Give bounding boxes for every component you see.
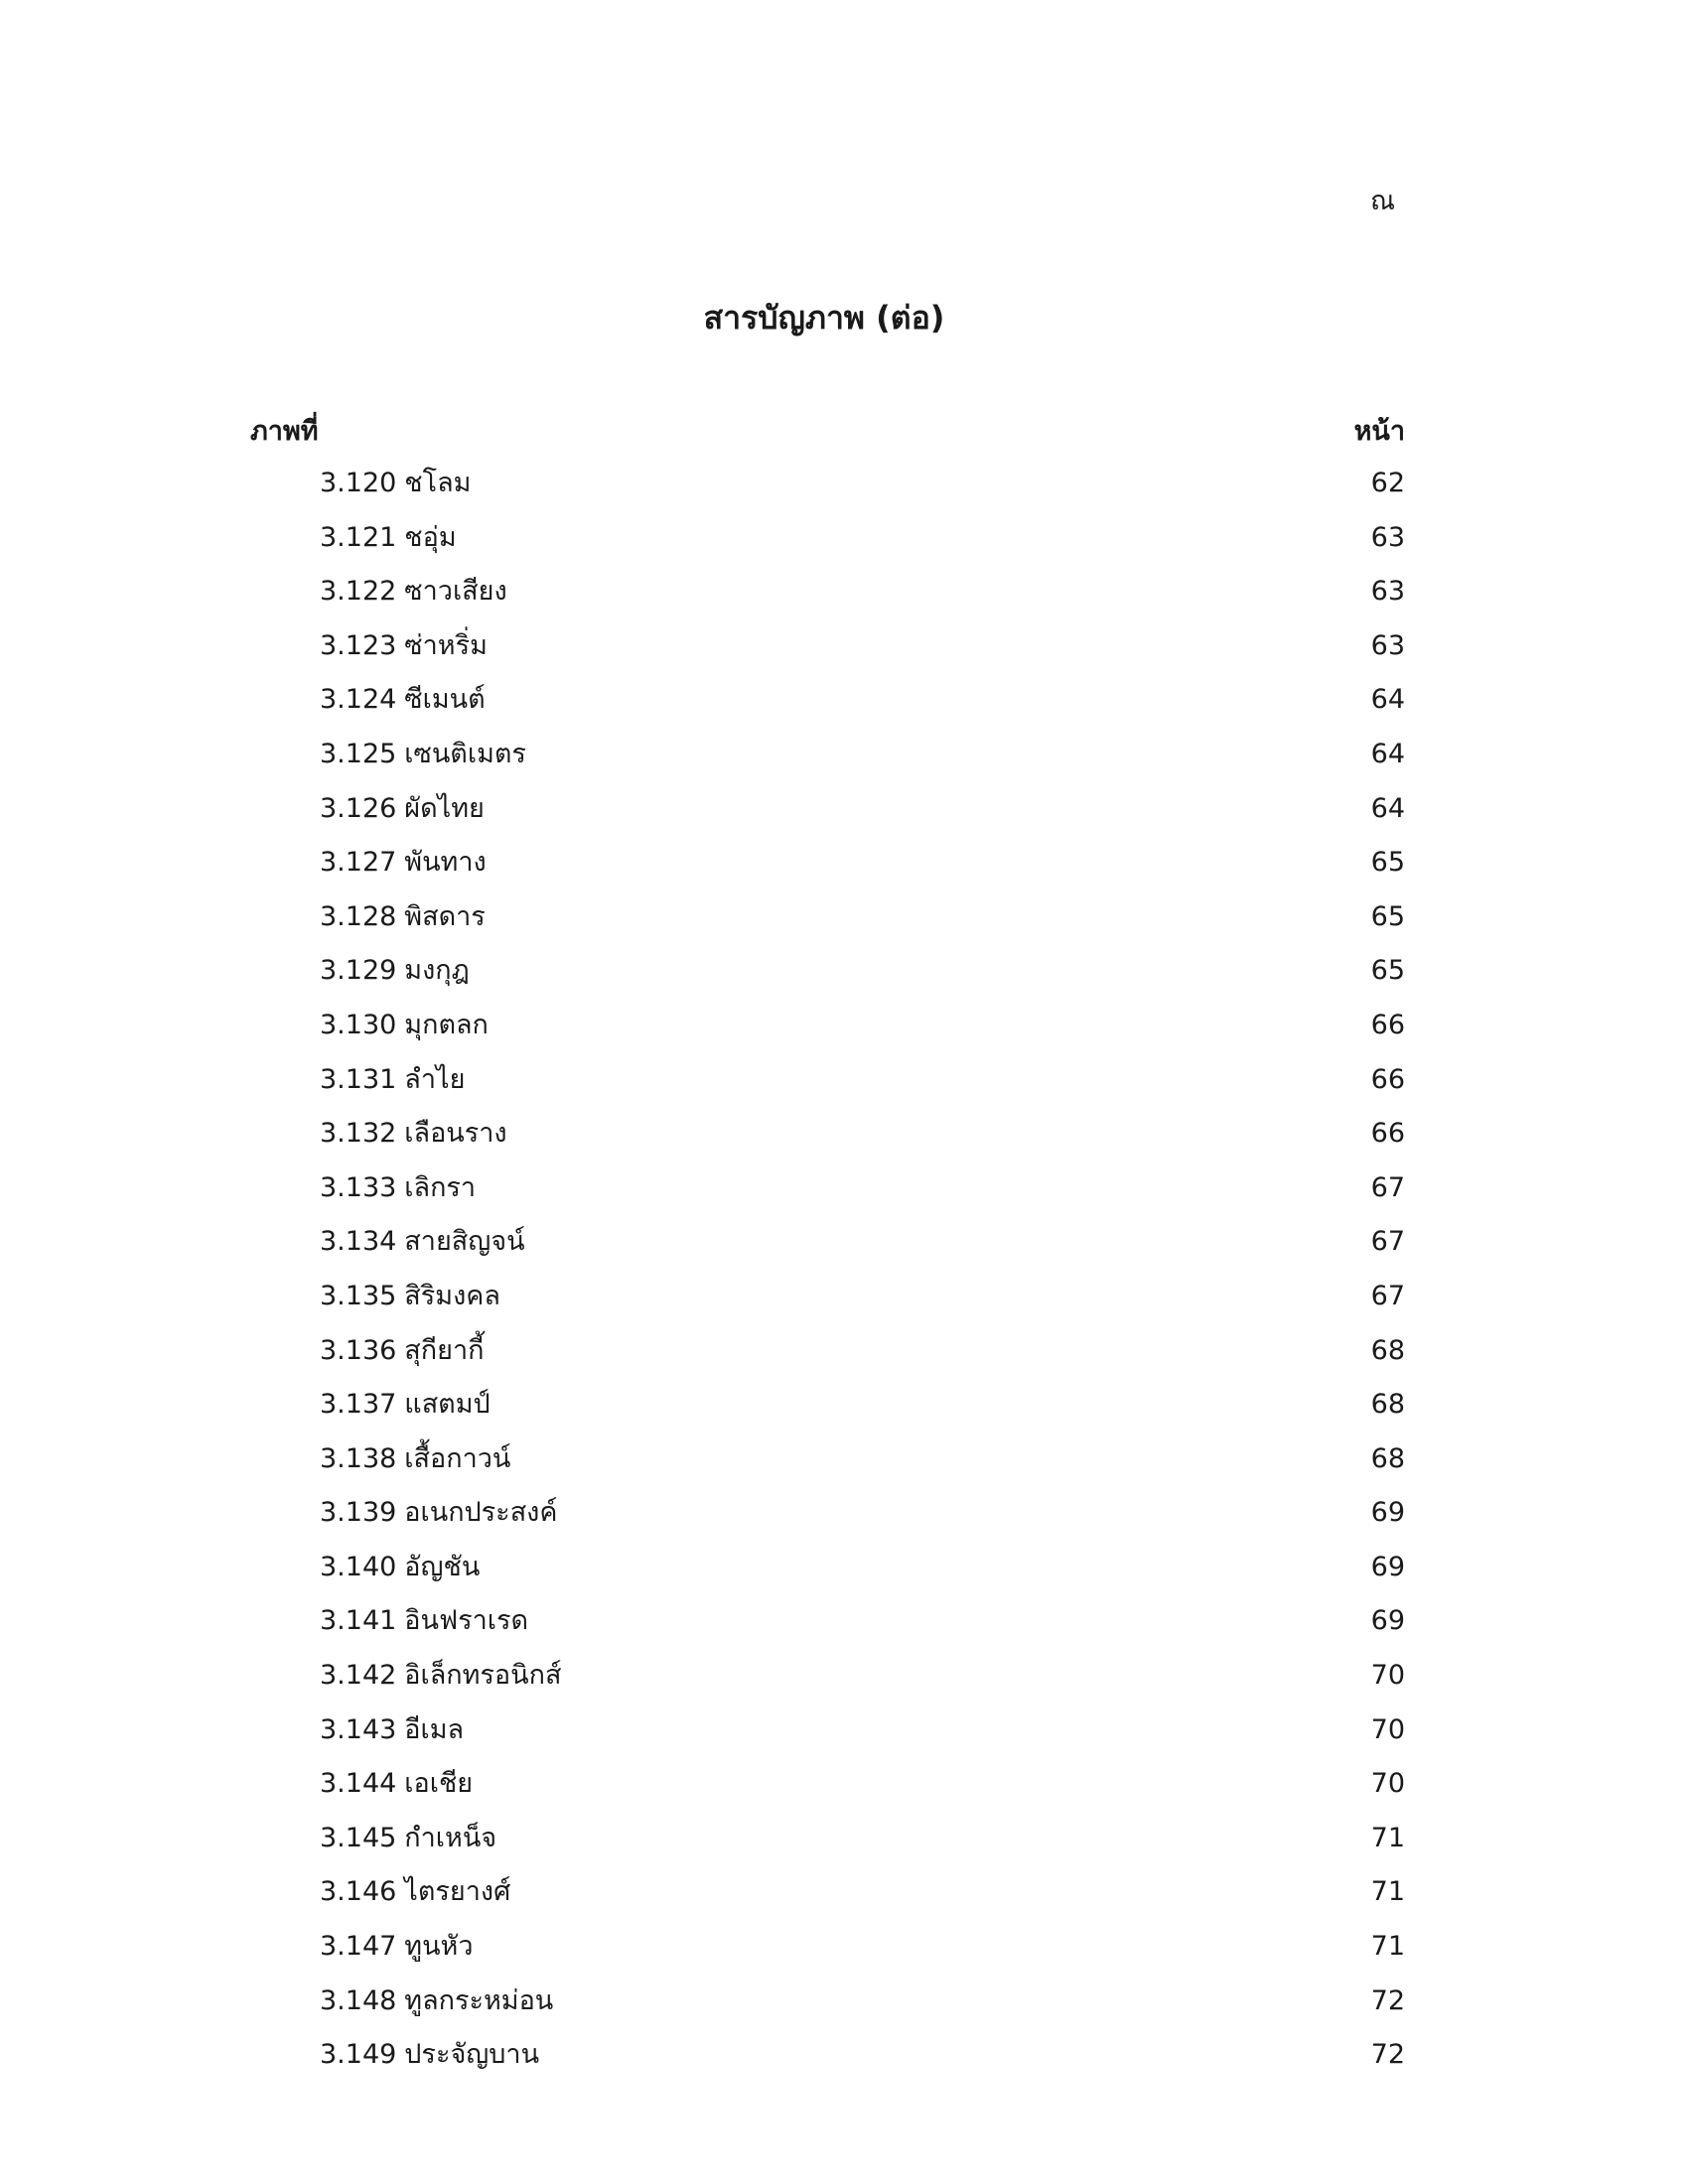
figure-label: มุกตลก <box>404 1009 489 1040</box>
figure-page: 69 <box>1370 1497 1405 1529</box>
figure-label: เลือนราง <box>404 1118 507 1150</box>
figure-number: 3.121 <box>320 521 397 553</box>
list-item[interactable] <box>320 1872 1405 1927</box>
list-item[interactable] <box>320 464 1405 518</box>
figure-label: ไตรยางศ์ <box>404 1876 511 1908</box>
figure-page: 66 <box>1370 1118 1405 1150</box>
figure-number: 3.139 <box>320 1497 397 1529</box>
list-item[interactable] <box>320 518 1405 573</box>
figure-number: 3.144 <box>320 1768 397 1800</box>
figure-label: ผัดไทย <box>404 792 485 824</box>
figure-label: เอเชีย <box>404 1768 474 1800</box>
list-item[interactable] <box>320 1006 1405 1060</box>
figure-page: 68 <box>1370 1334 1405 1366</box>
figure-number: 3.133 <box>320 1171 397 1203</box>
figure-page: 71 <box>1370 1822 1405 1853</box>
figure-page: 64 <box>1370 738 1405 769</box>
figure-label: อิเล็กทรอนิกส์ <box>404 1660 562 1692</box>
figure-number: 3.131 <box>320 1063 397 1095</box>
figure-number: 3.143 <box>320 1713 397 1745</box>
list-item[interactable] <box>320 1493 1405 1548</box>
figure-label: อินฟราเรด <box>404 1605 529 1637</box>
figure-number: 3.130 <box>320 1009 397 1040</box>
figure-number: 3.136 <box>320 1334 397 1366</box>
figure-label: อัญชัน <box>404 1551 481 1582</box>
figure-number: 3.135 <box>320 1280 397 1311</box>
list-item[interactable] <box>320 735 1405 789</box>
figure-page: 69 <box>1370 1605 1405 1637</box>
page-column-header: หน้า <box>1353 416 1405 447</box>
list-item[interactable] <box>320 1385 1405 1439</box>
list-item[interactable] <box>320 1656 1405 1710</box>
figure-page: 66 <box>1370 1009 1405 1040</box>
figure-page: 72 <box>1370 2039 1405 2071</box>
list-item[interactable] <box>320 1819 1405 1873</box>
figure-number: 3.132 <box>320 1118 397 1150</box>
list-item[interactable] <box>320 1981 1405 2036</box>
figure-label: มงกุฎ <box>404 955 470 987</box>
figure-number: 3.125 <box>320 738 397 769</box>
figure-number: 3.137 <box>320 1389 397 1421</box>
figure-label: แสตมป์ <box>404 1389 491 1421</box>
figure-label: พิสดาร <box>404 900 486 932</box>
list-item[interactable] <box>320 680 1405 735</box>
figure-label: สายสิญจน์ <box>404 1226 525 1258</box>
list-item[interactable] <box>320 1114 1405 1168</box>
figure-number: 3.147 <box>320 1931 397 1963</box>
figure-page: 65 <box>1370 900 1405 932</box>
figure-page: 64 <box>1370 684 1405 716</box>
figure-label: ซีเมนต์ <box>404 684 486 716</box>
list-item[interactable] <box>320 897 1405 952</box>
list-item[interactable] <box>320 1331 1405 1386</box>
figure-label: สุกียากี้ <box>404 1334 485 1366</box>
figure-label: อีเมล <box>404 1713 465 1745</box>
figure-page: 62 <box>1370 468 1405 498</box>
figure-number: 3.127 <box>320 847 397 879</box>
figure-number: 3.145 <box>320 1822 397 1853</box>
list-item[interactable] <box>320 1548 1405 1602</box>
figure-label: ชโลม <box>404 468 472 498</box>
figure-page: 65 <box>1370 955 1405 987</box>
figure-page: 63 <box>1370 576 1405 608</box>
figure-page: 71 <box>1370 1876 1405 1908</box>
list-item[interactable] <box>320 626 1405 681</box>
figure-page: 72 <box>1370 1984 1405 2016</box>
list-item[interactable] <box>320 1710 1405 1765</box>
figure-page: 70 <box>1370 1660 1405 1692</box>
figure-number: 3.149 <box>320 2039 397 2071</box>
figure-label: ลำไย <box>404 1063 466 1095</box>
list-item[interactable] <box>320 1601 1405 1656</box>
figure-page: 67 <box>1370 1280 1405 1311</box>
figure-number: 3.123 <box>320 629 397 661</box>
figure-page: 70 <box>1370 1768 1405 1800</box>
figure-page: 64 <box>1370 792 1405 824</box>
figure-label: ทูนหัว <box>404 1931 474 1963</box>
list-item[interactable] <box>320 1439 1405 1494</box>
figure-column-header: ภาพที่ <box>250 416 319 447</box>
page-title: สารบัญภาพ (ต่อ) <box>703 299 945 337</box>
figure-label: ซ่าหริ่ม <box>404 629 488 661</box>
figure-number: 3.128 <box>320 900 397 932</box>
list-item[interactable] <box>320 789 1405 844</box>
figure-page: 63 <box>1370 521 1405 553</box>
figure-list <box>320 464 1405 2090</box>
figure-label: กำเหน็จ <box>404 1822 497 1853</box>
figure-label: เสื้อกาวน์ <box>404 1442 511 1474</box>
page-number: ณ <box>1370 186 1396 216</box>
figure-label: สิริมงคล <box>404 1280 500 1311</box>
list-item[interactable] <box>320 2035 1405 2090</box>
list-item[interactable] <box>320 1222 1405 1277</box>
figure-number: 3.148 <box>320 1984 397 2016</box>
figure-label: ชอุ่ม <box>404 521 457 553</box>
list-item[interactable] <box>320 1764 1405 1819</box>
figure-label: ซาวเสียง <box>404 576 507 608</box>
list-item[interactable] <box>320 843 1405 897</box>
list-item[interactable] <box>320 1060 1405 1115</box>
figure-page: 71 <box>1370 1931 1405 1963</box>
figure-page: 69 <box>1370 1551 1405 1582</box>
list-item[interactable] <box>320 951 1405 1006</box>
figure-label: ทูลกระหม่อน <box>404 1984 554 2016</box>
figure-page: 68 <box>1370 1389 1405 1421</box>
figure-label: พันทาง <box>404 847 487 879</box>
figure-page: 68 <box>1370 1442 1405 1474</box>
figure-label: เซนติเมตร <box>404 738 526 769</box>
figure-label: ประจัญบาน <box>404 2039 540 2071</box>
list-item[interactable] <box>320 1168 1405 1223</box>
figure-number: 3.124 <box>320 684 397 716</box>
figure-number: 3.134 <box>320 1226 397 1258</box>
figure-number: 3.140 <box>320 1551 397 1582</box>
figure-page: 66 <box>1370 1063 1405 1095</box>
figure-page: 70 <box>1370 1713 1405 1745</box>
figure-number: 3.141 <box>320 1605 397 1637</box>
figure-number: 3.142 <box>320 1660 397 1692</box>
figure-page: 63 <box>1370 629 1405 661</box>
figure-number: 3.120 <box>320 468 397 498</box>
figure-page: 67 <box>1370 1226 1405 1258</box>
column-headers <box>250 409 1405 449</box>
figure-page: 67 <box>1370 1171 1405 1203</box>
figure-label: อเนกประสงค์ <box>404 1497 558 1529</box>
figure-number: 3.122 <box>320 576 397 608</box>
figure-label: เลิกรา <box>404 1171 477 1203</box>
list-item[interactable] <box>320 572 1405 626</box>
figure-number: 3.126 <box>320 792 397 824</box>
figure-number: 3.129 <box>320 955 397 987</box>
list-item[interactable] <box>320 1277 1405 1331</box>
list-item[interactable] <box>320 1927 1405 1981</box>
figure-number: 3.146 <box>320 1876 397 1908</box>
figure-number: 3.138 <box>320 1442 397 1474</box>
figure-page: 65 <box>1370 847 1405 879</box>
